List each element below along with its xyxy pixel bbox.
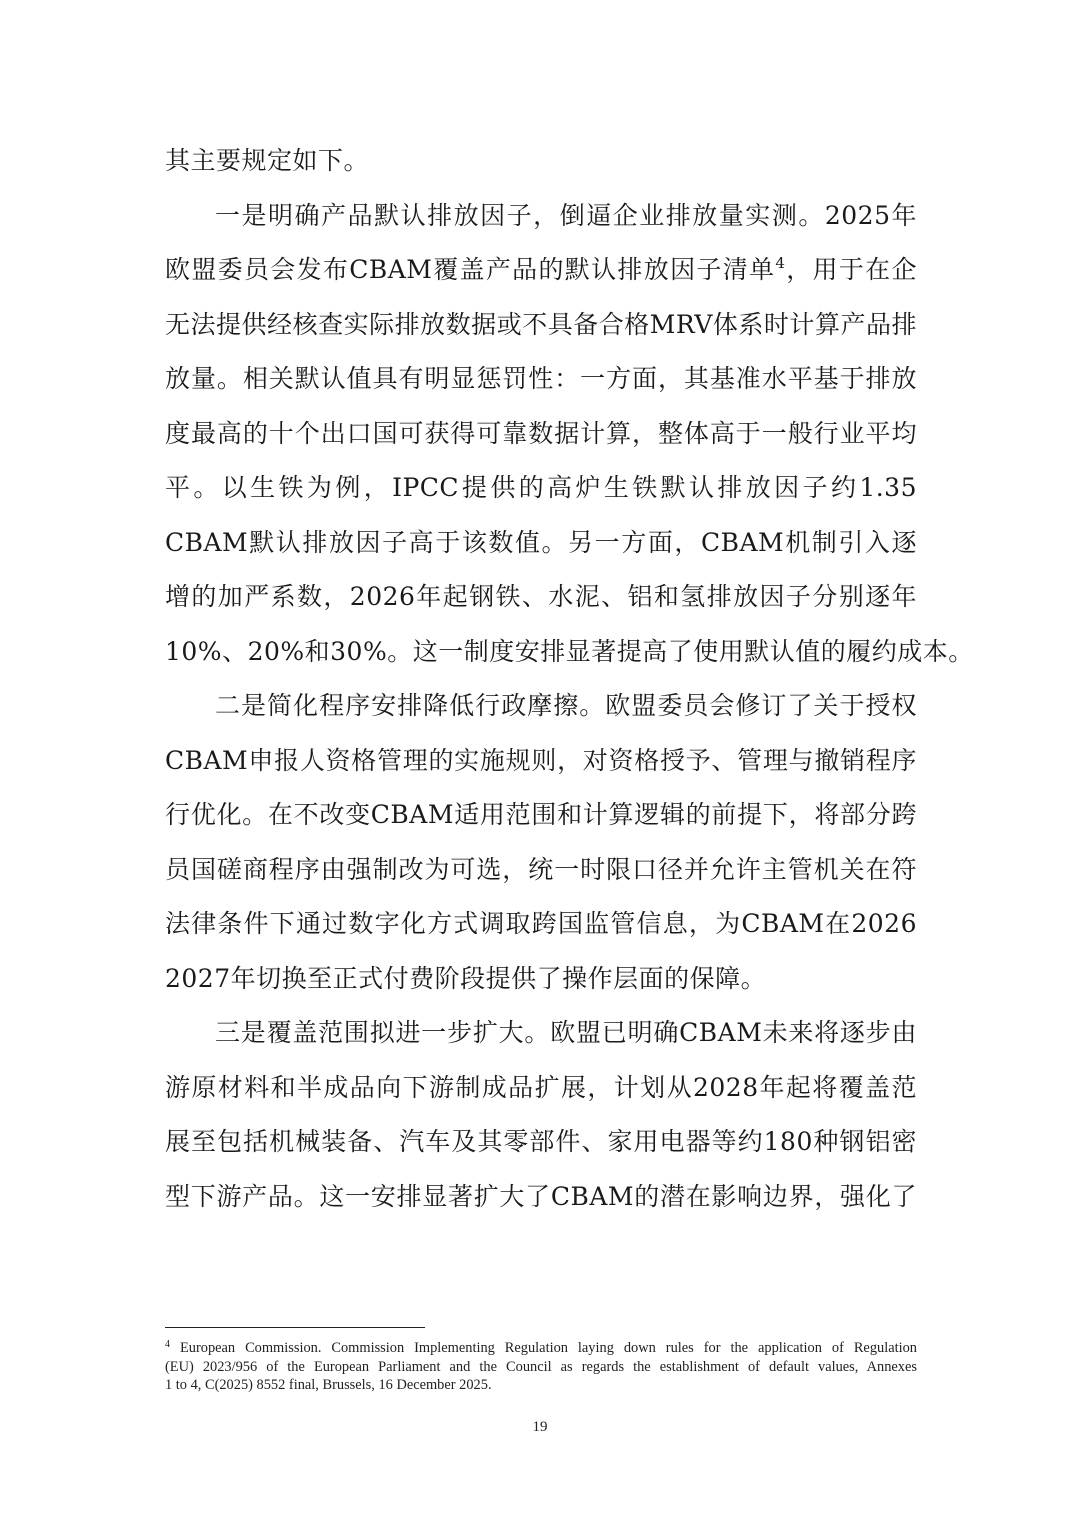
paragraph-line: 游原材料和半成品向下游制成品扩展，计划从2028年起将覆盖范 (165, 1072, 917, 1102)
paragraph-line: 无法提供经核查实际排放数据或不具备合格MRV体系时计算产品排 (165, 309, 917, 339)
paragraph-line: 展至包括机械装备、汽车及其零部件、家用电器等约180种钢铝密 (165, 1127, 917, 1156)
text-run: 平。以生铁为例，IPCC提供的高炉生铁默认排放因子约1.35 (165, 473, 917, 502)
paragraph-line: 度最高的十个出口国可获得可靠数据计算，整体高于一般行业平均 (165, 418, 917, 448)
body-text (165, 134, 974, 1224)
paragraph-line: 型下游产品。这一安排显著扩大了CBAM的潜在影响边界，强化了 (165, 1181, 917, 1211)
page-number: 19 (532, 1419, 548, 1435)
footnote-text: European Commission. Commission Implementing Regulation laying down rules for the application of Regulation (179, 1340, 917, 1356)
paragraph-line: 一是明确产品默认排放因子，倒逼企业排放量实测。2025年 (215, 200, 917, 230)
paragraph-line: 三是覆盖范围拟进一步扩大。欧盟已明确CBAM未来将逐步由 (215, 1018, 917, 1047)
paragraph-line: 10%、20%和30%。这一制度安排显著提高了使用默认值的履约成本。 (165, 636, 974, 666)
footnote-line (165, 1339, 917, 1358)
paragraph-line: 法律条件下通过数字化方式调取跨国监管信息，为CBAM在2026 (165, 909, 917, 938)
footnote (165, 1339, 917, 1395)
paragraph-line: CBAM申报人资格管理的实施规则，对资格授予、管理与撤销程序 (165, 745, 917, 775)
footnote-line: 1 to 4, C(2025) 8552 final, Brussels, 16 December 2025. (165, 1377, 492, 1393)
paragraph-line: 二是简化程序安排降低行政摩擦。欧盟委员会修订了关于授权 (215, 691, 917, 720)
paragraph-line: 增的加严系数，2026年起钢铁、水泥、铝和氢排放因子分别逐年 (165, 582, 917, 611)
paragraph-line (165, 243, 917, 298)
text-run: 欧盟委员会发布CBAM覆盖产品的默认排放因子清单 (165, 255, 776, 284)
paragraph-line: 行优化。在不改变CBAM适用范围和计算逻辑的前提下，将部分跨 (165, 800, 917, 829)
paragraph-line: 2027年切换至正式付费阶段提供了操作层面的保障。 (165, 963, 767, 993)
footnote-marker: 4 (165, 1339, 170, 1350)
footnote-reference[interactable]: 4 (775, 254, 786, 272)
paragraph-line: 放量。相关默认值具有明显惩罚性：一方面，其基准水平基于排放 (165, 364, 917, 393)
paragraph-line (165, 461, 917, 516)
footnote-line: (EU) 2023/956 of the European Parliament and the Council as regards the establishment of default values, Annexes (165, 1358, 917, 1375)
paragraph-line: 其主要规定如下。 (165, 146, 370, 175)
text-run: ，用于在企 (785, 255, 917, 284)
paragraph-line: 员国磋商程序由强制改为可选，统一时限口径并允许主管机关在符 (165, 854, 917, 884)
paragraph-line: CBAM默认排放因子高于该数值。另一方面，CBAM机制引入逐 (165, 527, 917, 557)
footnote-separator (165, 1327, 425, 1328)
